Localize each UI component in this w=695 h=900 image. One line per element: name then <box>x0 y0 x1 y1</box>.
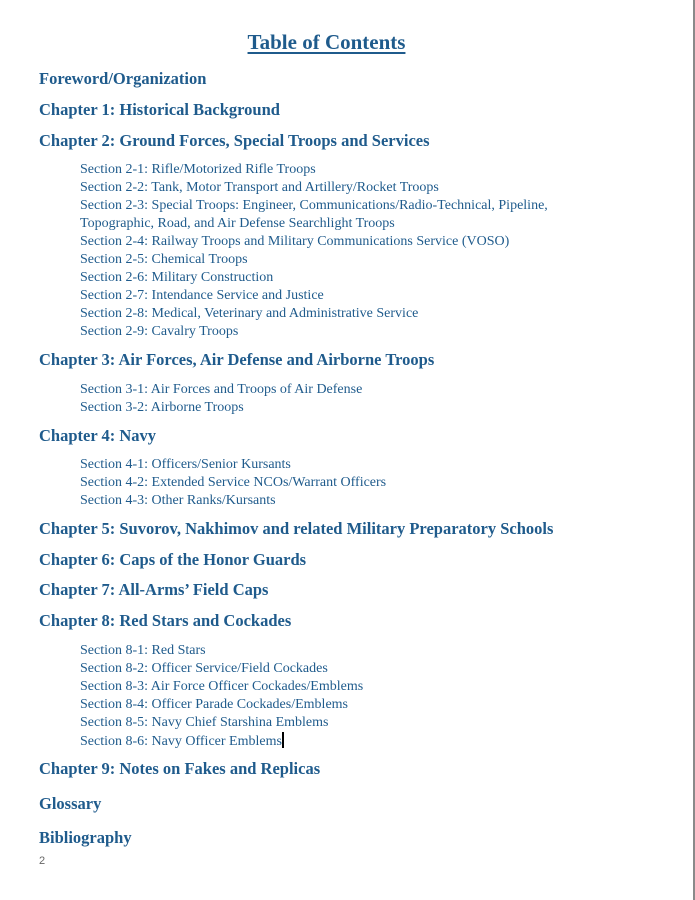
toc-chapter-3[interactable]: Chapter 3: Air Forces, Air Defense and Airborne Troops <box>39 350 435 369</box>
toc-section-8-6[interactable]: Section 8-6: Navy Officer Emblems <box>80 734 282 749</box>
toc-section-2-5[interactable]: Section 2-5: Chemical Troops <box>80 252 248 267</box>
toc-bibliography[interactable]: Bibliography <box>39 828 132 847</box>
toc-section-8-6-line <box>80 732 284 751</box>
toc-chapter-1[interactable]: Chapter 1: Historical Background <box>39 100 280 119</box>
toc-section-4-2[interactable]: Section 4-2: Extended Service NCOs/Warrant Officers <box>80 475 387 490</box>
toc-chapter-5[interactable]: Chapter 5: Suvorov, Nakhimov and related Military Preparatory Schools <box>39 519 554 538</box>
toc-section-8-5[interactable]: Section 8-5: Navy Chief Starshina Emblems <box>80 715 329 730</box>
toc-chapter-9[interactable]: Chapter 9: Notes on Fakes and Replicas <box>39 759 321 778</box>
toc-chapter-7[interactable]: Chapter 7: All-Arms’ Field Caps <box>39 580 269 599</box>
toc-section-2-6[interactable]: Section 2-6: Military Construction <box>80 270 274 285</box>
toc-section-2-4[interactable]: Section 2-4: Railway Troops and Military Communications Service (VOSO) <box>80 234 510 249</box>
toc-section-4-1[interactable]: Section 4-1: Officers/Senior Kursants <box>80 457 291 472</box>
toc-chapter-4[interactable]: Chapter 4: Navy <box>39 426 157 445</box>
toc-section-8-1[interactable]: Section 8-1: Red Stars <box>80 643 206 658</box>
toc-foreword[interactable]: Foreword/Organization <box>39 69 207 88</box>
toc-section-3-2[interactable]: Section 3-2: Airborne Troops <box>80 400 244 415</box>
toc-section-2-7[interactable]: Section 2-7: Intendance Service and Justice <box>80 288 324 303</box>
toc-chapter-2[interactable]: Chapter 2: Ground Forces, Special Troops and Services <box>39 131 430 150</box>
toc-section-2-2[interactable]: Section 2-2: Tank, Motor Transport and Artillery/Rocket Troops <box>80 180 439 195</box>
toc-chapter-8[interactable]: Chapter 8: Red Stars and Cockades <box>39 611 292 630</box>
toc-section-2-3[interactable]: Section 2-3: Special Troops: Engineer, Communications/Radio-Technical, Pipeline, Topographic, Road, and Air Defense Searchlight Troops <box>80 198 548 231</box>
text-cursor <box>282 732 284 748</box>
toc-chapter-6[interactable]: Chapter 6: Caps of the Honor Guards <box>39 550 307 569</box>
toc-section-3-1[interactable]: Section 3-1: Air Forces and Troops of Air Defense <box>80 382 363 397</box>
page-number: 2 <box>39 855 46 867</box>
toc-section-4-3[interactable]: Section 4-3: Other Ranks/Kursants <box>80 493 276 508</box>
toc-section-8-4[interactable]: Section 8-4: Officer Parade Cockades/Emblems <box>80 697 348 712</box>
toc-section-2-8[interactable]: Section 2-8: Medical, Veterinary and Administrative Service <box>80 306 419 321</box>
toc-section-8-3[interactable]: Section 8-3: Air Force Officer Cockades/Emblems <box>80 679 364 694</box>
toc-glossary[interactable]: Glossary <box>39 794 102 813</box>
toc-section-8-2[interactable]: Section 8-2: Officer Service/Field Cockades <box>80 661 328 676</box>
toc-section-2-9[interactable]: Section 2-9: Cavalry Troops <box>80 324 239 339</box>
page-title: Table of Contents <box>247 30 406 54</box>
toc-section-2-1[interactable]: Section 2-1: Rifle/Motorized Rifle Troops <box>80 162 316 177</box>
